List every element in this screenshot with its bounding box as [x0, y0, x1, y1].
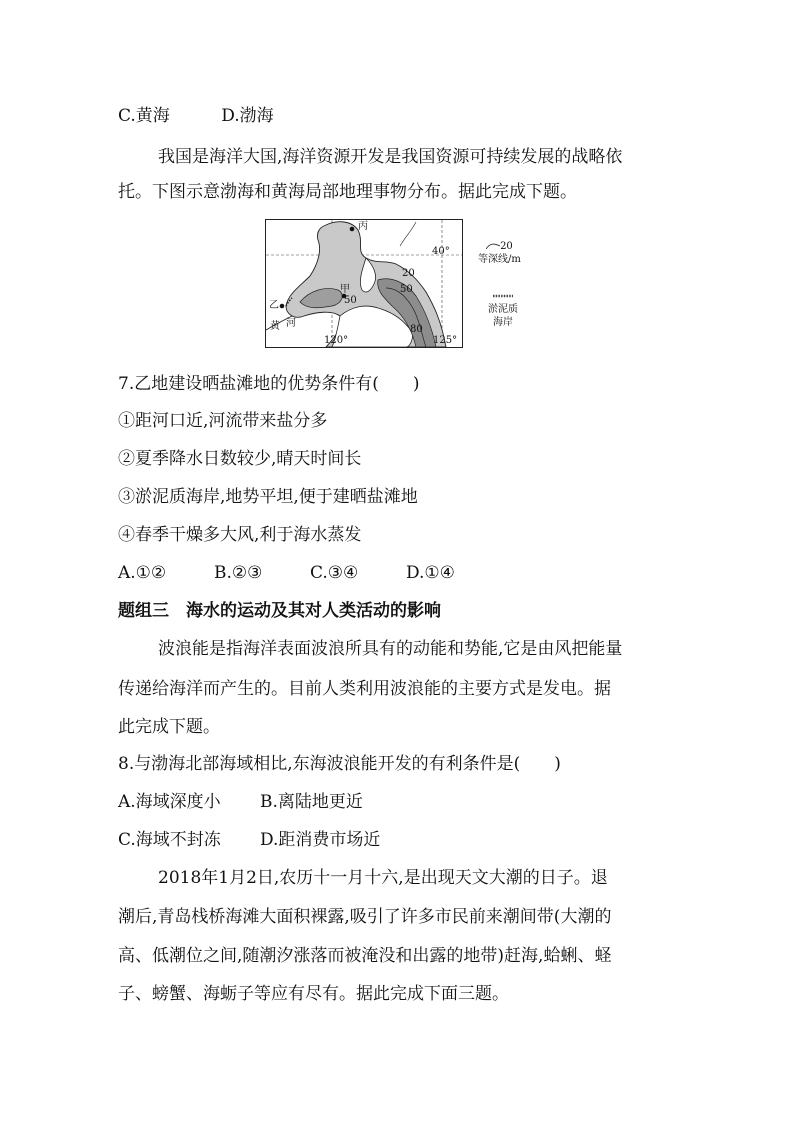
q8-option-a: A.海域深度小	[118, 792, 221, 812]
section-3-title: 题组三 海水的运动及其对人类活动的影响	[118, 601, 441, 621]
q8-option-d: D.距消费市场近	[260, 830, 381, 850]
q8-option-b: B.离陆地更近	[260, 792, 363, 812]
q6-options	[118, 106, 274, 126]
map-label-huang: 黄	[270, 321, 280, 332]
legend-contour	[478, 240, 521, 266]
q7-stem: 7.乙地建设晒盐滩地的优势条件有( )	[118, 374, 420, 394]
q8-options-row-2	[118, 830, 380, 850]
q7-statement-4: ④春季干燥多大风,利于海水蒸发	[118, 525, 362, 545]
map-contour-50a: 50	[344, 295, 357, 306]
map-label-yi: 乙	[269, 300, 279, 311]
point-bing	[350, 227, 355, 232]
map-label-jia: 甲	[340, 284, 350, 295]
mud-coast-icon	[492, 293, 514, 299]
q7-option-c: C.③④	[310, 563, 359, 583]
tide-line-1: 2018年1月2日,农历十一月十六,是出现天文大潮的日子。退	[158, 868, 608, 888]
point-yi	[280, 304, 285, 309]
wave-line-3: 此完成下题。	[118, 717, 220, 737]
bohai-yellow-sea-map	[265, 219, 463, 348]
q8-option-c: C.海域不封冻	[118, 830, 221, 850]
legend-contour-label: 等深线/m	[478, 254, 521, 265]
map-label-bing: 丙	[358, 221, 368, 232]
contour-line-icon	[486, 243, 500, 251]
map-label-he: 河	[286, 318, 296, 329]
tide-line-2: 潮后,青岛栈桥海滩大面积裸露,吸引了许多市民前来潮间带(大潮的	[118, 907, 612, 927]
q6-option-d: D.渤海	[221, 106, 274, 126]
q7-statement-2: ②夏季降水日数较少,晴天时间长	[118, 449, 362, 469]
q7-statement-1: ①距河口近,河流带来盐分多	[118, 411, 328, 431]
q7-statement-3: ③淤泥质海岸,地势平坦,便于建晒盐滩地	[118, 487, 418, 507]
map-contour-20: 20	[402, 268, 415, 279]
map-contour-80: 80	[410, 324, 423, 335]
q8-options-row-1	[118, 792, 363, 812]
legend-mud-label-1: 淤泥质	[488, 304, 518, 315]
intro-line-1: 我国是海洋大国,海洋资源开发是我国资源可持续发展的战略依	[158, 147, 623, 167]
map-contour-50b: 50	[400, 284, 413, 295]
map-label-lat-40: 40°	[432, 246, 450, 257]
legend-mud-label-2: 海岸	[493, 317, 513, 328]
q7-option-d: D.①④	[406, 563, 455, 583]
q7-option-b: B.②③	[214, 563, 263, 583]
q6-option-c: C.黄海	[118, 106, 170, 126]
legend-contour-value: 20	[500, 241, 513, 252]
q8-stem: 8.与渤海北部海域相比,东海波浪能开发的有利条件是( )	[118, 754, 561, 774]
q7-option-a: A.①②	[118, 563, 167, 583]
legend-contour-sample	[478, 240, 521, 253]
tide-line-4: 子、螃蟹、海蛎子等应有尽有。据此完成下面三题。	[118, 984, 509, 1004]
map-label-lon-125: 125°	[433, 335, 458, 346]
tide-line-3: 高、低潮位之间,随潮汐涨落而被淹没和出露的地带)赶海,蛤蜊、蛏	[118, 946, 612, 966]
map-label-lon-120: 120°	[324, 335, 349, 346]
intro-line-2: 托。下图示意渤海和黄海局部地理事物分布。据此完成下题。	[118, 182, 577, 202]
q7-options	[118, 563, 455, 583]
wave-line-1: 波浪能是指海洋表面波浪所具有的动能和势能,它是由风把能量	[158, 639, 623, 659]
wave-line-2: 传递给海洋而产生的。目前人类利用波浪能的主要方式是发电。据	[118, 679, 611, 699]
legend-mud-coast	[488, 290, 518, 329]
